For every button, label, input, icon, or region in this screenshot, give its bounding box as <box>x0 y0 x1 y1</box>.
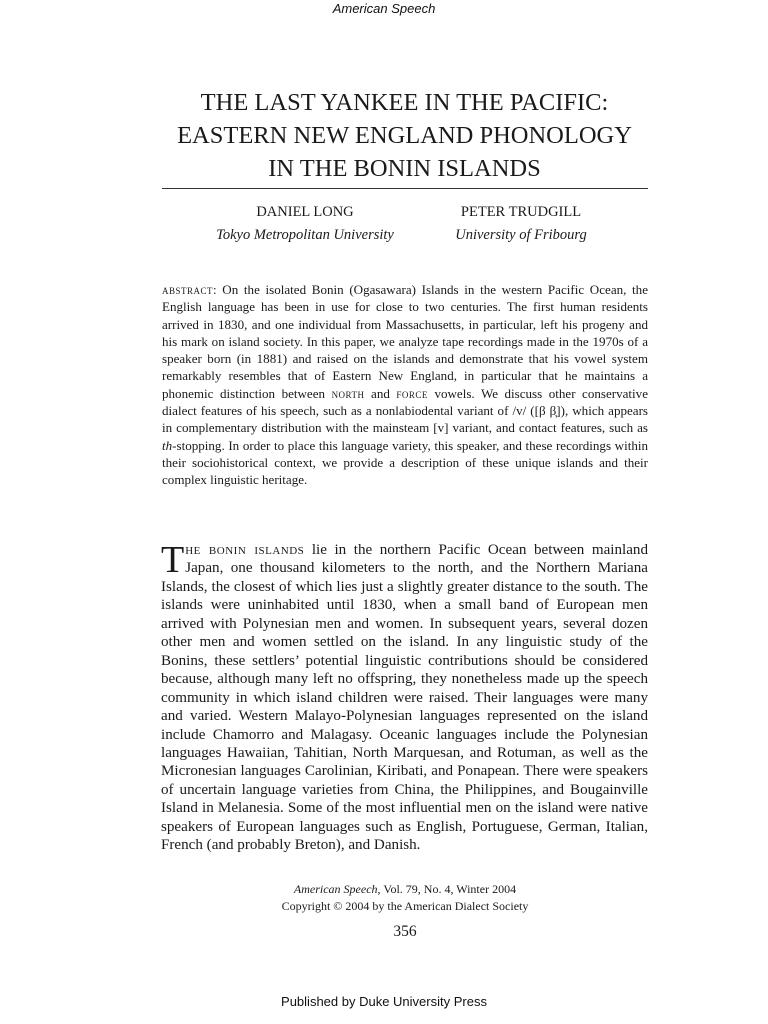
title-line-3: IN THE BONIN ISLANDS <box>268 155 541 182</box>
publisher-footer: Published by Duke University Press <box>281 994 487 1009</box>
author-block-2 <box>396 202 646 245</box>
page-number: 356 <box>393 923 417 940</box>
drop-cap: T <box>161 539 185 581</box>
title-divider <box>162 188 648 189</box>
citation-block <box>162 881 648 915</box>
abstract-term-force: force <box>396 385 428 401</box>
title-line-1: THE LAST YANKEE IN THE PACIFIC: <box>200 89 609 116</box>
abstract-term-north: north <box>331 385 365 401</box>
citation-volume: , Vol. 79, No. 4, Winter 2004 <box>377 882 517 896</box>
author-affiliation: Tokyo Metropolitan University <box>216 227 394 243</box>
abstract-label: abstract <box>162 282 214 297</box>
abstract-text: -stopping. In order to place this language variety, this speaker, and these recordings within their sociohistorical context, we provide a description of these unique islands and their complex linguistic heritage. <box>162 437 648 488</box>
citation-journal: American Speech <box>293 882 378 896</box>
author-block-1 <box>180 202 430 245</box>
body-text: lie in the northern Pacific Ocean between mainland Japan, one thousand kilometers to the north, and the Northern Mariana Islands, the closest of which lies just a slightly greater distance to the south. The islands were uninhabited until 1830, when a small band of European men arrived with Polynesian men and women. In subsequent years, several dozen other men and women settled on the island. In any linguistic study of the Bonins, these settlers’ potential linguistic contributions should be considered because, although many left no offspring, they nonetheless made up the speech community in which island children were raised. Their languages were many and varied. Western Malayo-Polynesian languages represented on the island include Chamorro and Malagasy. Oceanic languages include the Polynesian languages Hawaiian, Tahitian, North Marquesan, and Rotuman, as well as the Micronesian languages Carolinian, Kiribati, and Ponapean. There were speakers of uncertain language varieties from China, the Philippines, and Bougainville Island in Melanesia. Some of the most influential men on the island were native speakers of European languages such as English, Portuguese, German, Italian, French (and probably Breton), and Danish. <box>161 542 648 854</box>
abstract-text: : On the isolated Bonin (Ogasawara) Islands in the western Pacific Ocean, the English language has been in use for close to two centuries. The first human residents arrived in 1830, and one individual from Massachusetts, in particular, left his progeny and his mark on island society. In this paper, we analyze tape recordings made in the 1970s of a speaker born (in 1881) and raised on the islands and demonstrate that his vowel system remarkably resembles that of Eastern New England, in particular that he maintains a phonemic distinction between <box>162 282 648 401</box>
opening-phrase: he bonin islands <box>185 542 305 558</box>
body-paragraph <box>161 541 648 855</box>
citation-line <box>162 881 648 898</box>
abstract-text: and <box>364 385 397 401</box>
abstract-term-th: th <box>162 437 173 453</box>
abstract <box>162 281 648 489</box>
copyright-line: Copyright © 2004 by the American Dialect Society <box>281 899 529 913</box>
author-affiliation: University of Fribourg <box>455 227 587 243</box>
article-title <box>161 86 648 185</box>
running-header-journal: American Speech <box>332 1 436 16</box>
author-name: PETER TRUDGILL <box>460 204 582 220</box>
title-line-2: EASTERN NEW ENGLAND PHONOLOGY <box>177 122 632 149</box>
abstract-text: vowels. We discuss other conservative dialect features of his speech, such as a nonlabiodental variant of /v/ ([β β̞]), which appears in complementary distribution with the mainsteam [v] variant, and contact features, such as <box>162 385 648 436</box>
author-name: DANIEL LONG <box>256 204 354 220</box>
